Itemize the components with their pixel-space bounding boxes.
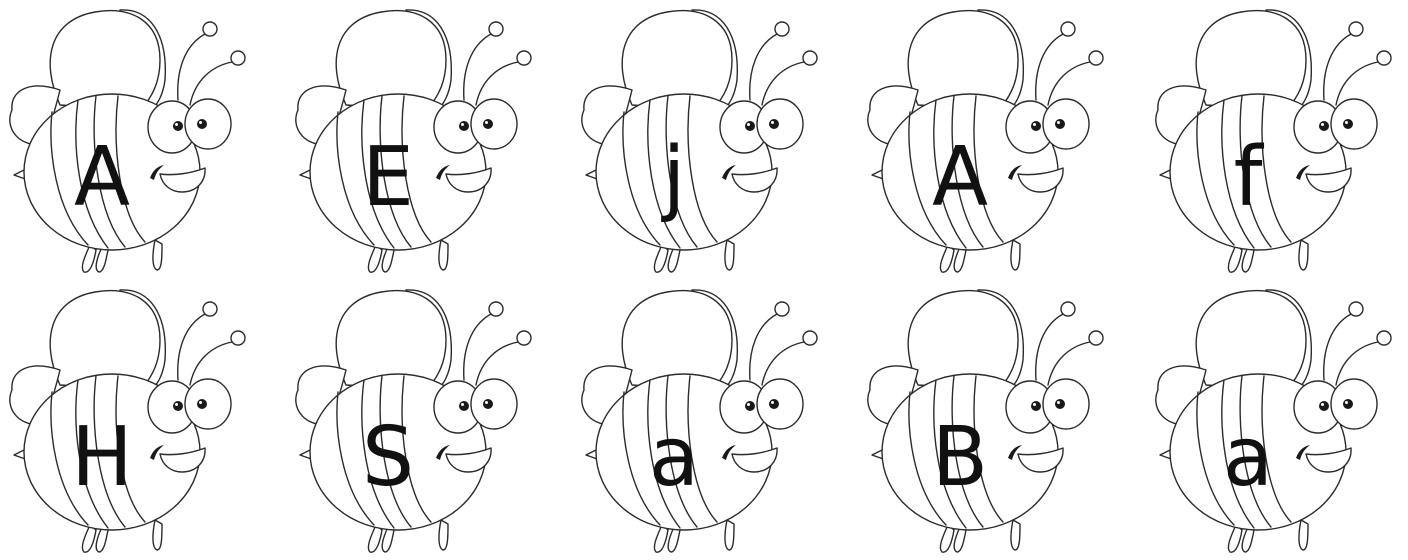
bee-card (572, 280, 854, 560)
bee-illustration (572, 0, 854, 280)
bee-letter: j (662, 130, 686, 225)
bee-illustration (0, 280, 282, 560)
bee-card (572, 0, 854, 280)
bee-letter: A (931, 130, 989, 225)
bee-letter: a (648, 410, 700, 505)
bee-card (0, 0, 282, 280)
bee-illustration (858, 0, 1140, 280)
bee-illustration (858, 280, 1140, 560)
bee-letter: f (1233, 130, 1263, 225)
bee-illustration (572, 280, 854, 560)
bee-illustration (1146, 0, 1408, 280)
bee-illustration (1146, 280, 1408, 560)
bee-letter: B (931, 410, 989, 505)
bee-card (0, 280, 282, 560)
bee-card (286, 0, 568, 280)
bee-illustration (286, 280, 568, 560)
bee-illustration (286, 0, 568, 280)
bee-card (858, 0, 1140, 280)
bee-card (286, 280, 568, 560)
bee-letter: S (361, 410, 415, 505)
bee-letter: A (73, 130, 131, 225)
bee-letter: a (1222, 410, 1274, 505)
bee-letter: E (362, 130, 414, 225)
bee-illustration (0, 0, 282, 280)
bee-card (1146, 0, 1408, 280)
bee-card (858, 280, 1140, 560)
bee-letter: H (71, 410, 133, 505)
bee-card (1146, 280, 1408, 560)
